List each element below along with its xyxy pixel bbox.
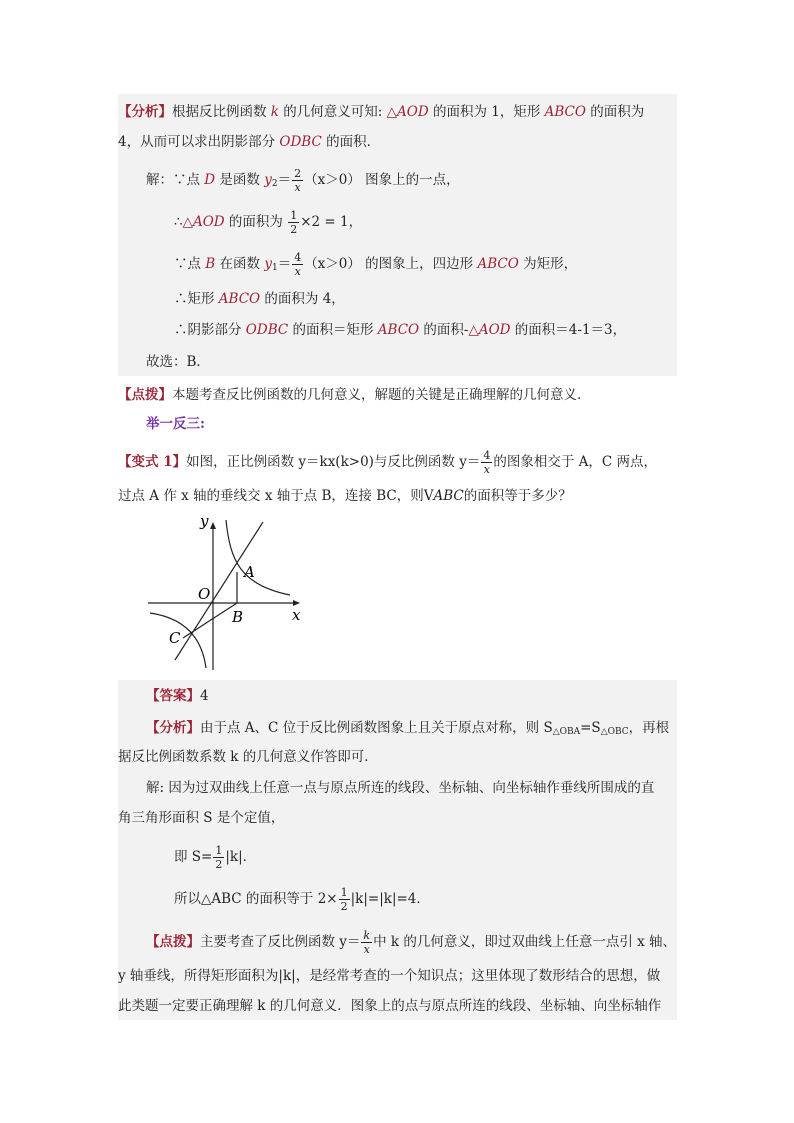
solution2-line-4: 所以△ABC 的面积等于 2× $\frac{1}{2}$ |k|=|k|=4． xyxy=(174,886,430,913)
label-b: B xyxy=(232,608,244,626)
label-x: x xyxy=(292,606,301,624)
drill-heading: 举一反三: xyxy=(146,416,205,432)
analysis2-line-1: 【分析】由于点 A、C 位于反比例函数图象上且关于原点对称，则 $S_{\triangle OBA}=S_{\triangle OBC}$，再根 xyxy=(146,720,670,737)
fraction: $\frac{1}{2}$ xyxy=(340,886,348,913)
solution2-line-1: 解: 因为过双曲线上任意一点与原点所连的线段、坐标轴、向坐标轴作垂线所围成的直 xyxy=(146,780,655,796)
solution-line-5: ∴阴影部分 ODBC 的面积＝矩形 ABCO 的面积-△AOD 的面积＝4-1＝3， xyxy=(174,322,627,338)
tip-tag: 【点拨】 xyxy=(118,387,172,403)
proportional-line xyxy=(175,522,263,660)
answer-line: 【答案】4 xyxy=(146,688,209,704)
fraction: $\frac{1}{2}$ xyxy=(215,844,223,871)
tip2-line-3: 此类题一定要正确理解 k 的几何意义．图象上的点与原点所连的线段、坐标轴、向坐标轴作 xyxy=(118,998,662,1014)
solution2-line-3: 即 S= $\frac{1}{2}$ |k|． xyxy=(174,844,257,871)
hyperbola-branch-q1 xyxy=(226,520,290,595)
analysis-line-1: 【分析】根据反比例函数 k 的几何意义可知: △AOD 的面积为 1，矩形 ABCO 的面积为 xyxy=(118,104,645,120)
solution2-line-2: 角三角形面积 S 是个定值， xyxy=(118,810,285,826)
analysis2-line-2: 据反比例函数系数 k 的几何意义作答即可． xyxy=(118,749,378,765)
fraction: $\frac{4}{x}$ xyxy=(294,251,302,278)
answer-choice-line: 故选：B． xyxy=(146,354,210,370)
analysis-line-2: 4，从而可以求出阴影部分 ODBC 的面积． xyxy=(118,134,381,150)
variant-line-1: 【变式 1】如图，正比例函数 y＝kx(k>0)与反比例函数 y＝ $\frac{4}{x}$ 的图象相交于 A，C 两点， xyxy=(118,449,658,476)
tip2-line-2: y 轴垂线，所得矩形面积为|k|，是经常考查的一个知识点；这里体现了数形结合的思想，做 xyxy=(118,968,661,984)
hyperbola-figure xyxy=(140,510,315,670)
analysis-tag-2: 【分析】 xyxy=(146,720,200,736)
label-o: O xyxy=(198,585,211,603)
tip-tag-2: 【点拨】 xyxy=(146,934,200,950)
segment-bc xyxy=(183,603,237,638)
solution-line-1: 解：∵点 D 是函数 $y_2=$ $\frac{2}{x}$ （x＞0） 图象上的一点， xyxy=(146,167,460,194)
label-a: A xyxy=(244,563,255,581)
fraction: $\frac{4}{x}$ xyxy=(483,449,491,476)
variant-tag: 【变式 1】 xyxy=(118,454,187,470)
analysis-tag: 【分析】 xyxy=(118,104,172,120)
tip2-line-1: 【点拨】主要考查了反比例函数 y＝ $\frac{k}{x}$ 中 k 的几何意义，即过双曲线上任意一点引 x 轴、 xyxy=(146,929,677,956)
label-y: y xyxy=(200,512,209,530)
fraction: $\frac{k}{x}$ xyxy=(363,929,371,956)
solution-line-2: ∴△AOD 的面积为 $\frac{1}{2}$ ×2 = 1， xyxy=(174,209,363,236)
y-axis-arrow xyxy=(210,522,216,529)
fraction: $\frac{2}{x}$ xyxy=(294,167,302,194)
fraction: $\frac{1}{2}$ xyxy=(290,209,298,236)
solution-line-3: ∵点 B 在函数 $y_1=$ $\frac{4}{x}$ （x＞0） 的图象上，四边形 ABCO 为矩形， xyxy=(174,251,578,278)
solution-line-4: ∴矩形 ABCO 的面积为 4， xyxy=(174,291,345,307)
label-c: C xyxy=(169,629,181,647)
answer-tag: 【答案】 xyxy=(146,688,200,704)
tip-line-1: 【点拨】本题考查反比例函数的几何意义，解题的关键是正确理解的几何意义． xyxy=(118,387,591,403)
variant-line-2: 过点 A 作 x 轴的垂线交 x 轴于点 B，连接 BC，则VABC的面积等于多少？ xyxy=(118,488,572,504)
